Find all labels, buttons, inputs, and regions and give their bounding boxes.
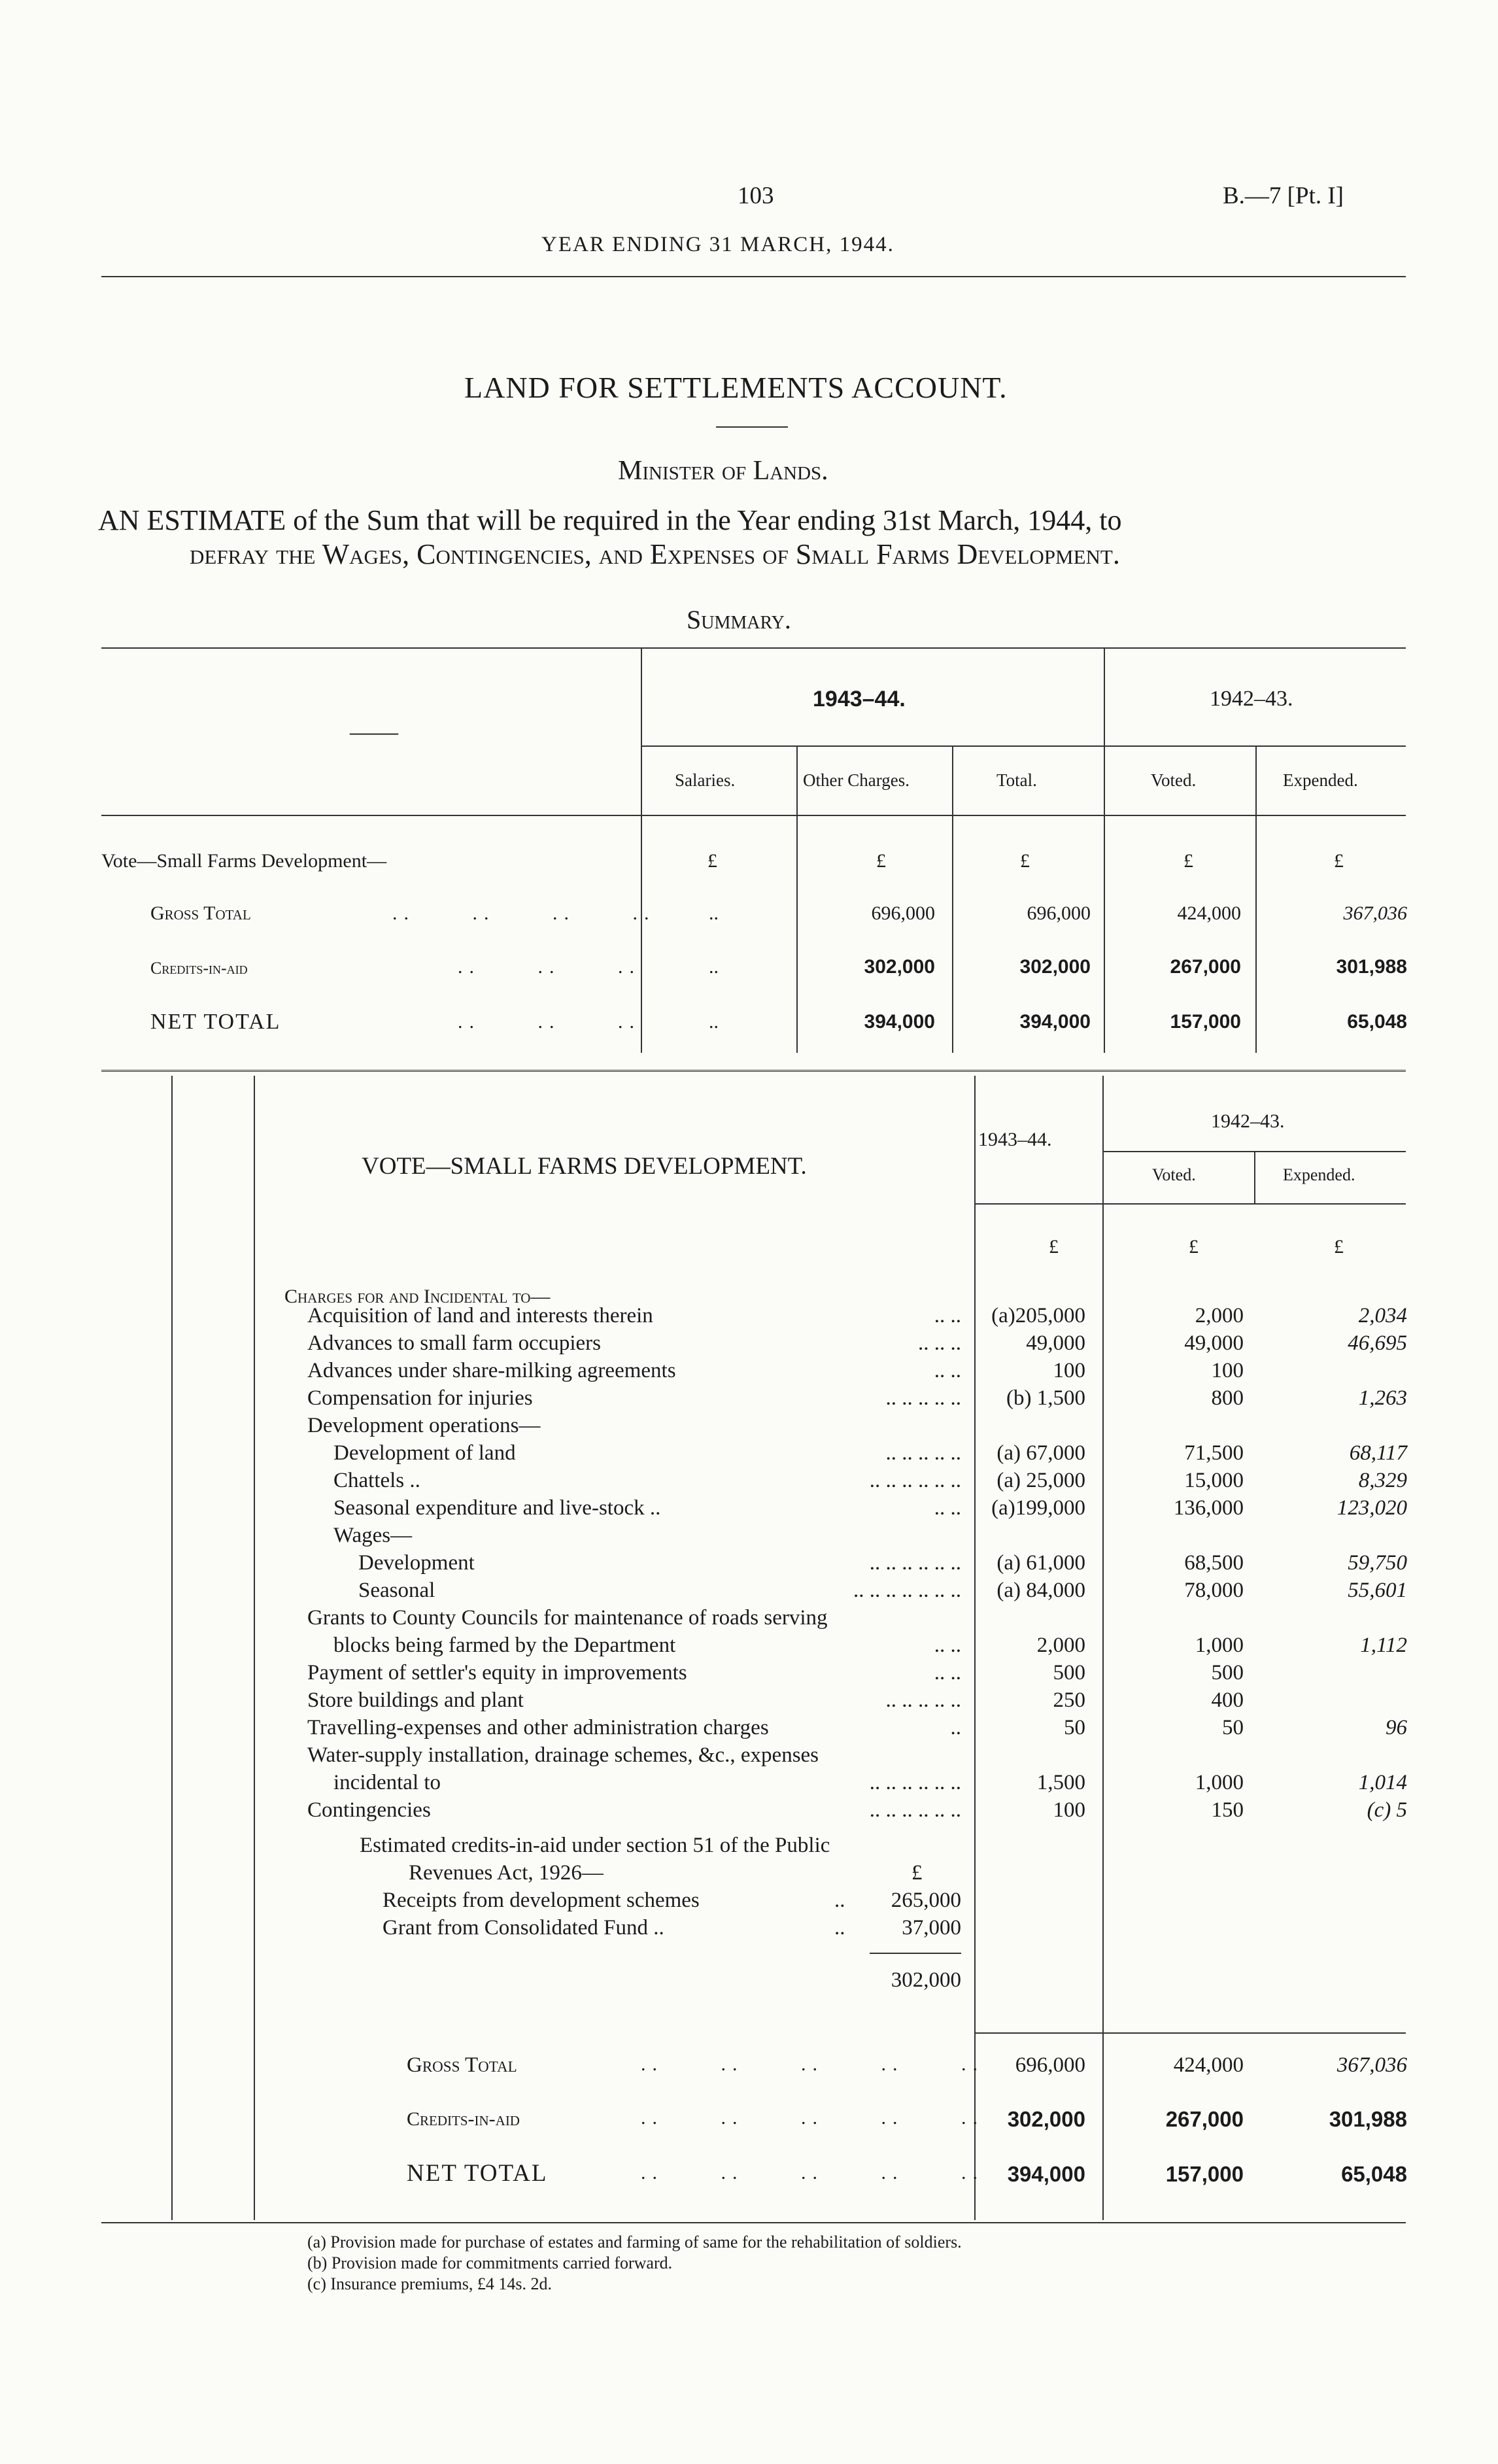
detail-year-current: 1943–44. <box>978 1129 1052 1150</box>
detail-row-label: Seasonal expenditure and live-stock .. <box>333 1496 661 1520</box>
footnote-c: (c) Insurance premiums, £4 14s. 2d. <box>307 2274 553 2293</box>
summary-col-other: Other Charges. <box>803 770 910 790</box>
detail-row-dots: .. .. .. .. .. .. <box>869 1469 961 1492</box>
detail-row-voted: 500 <box>1211 1661 1244 1685</box>
detail-row-dots: .. <box>950 1716 961 1739</box>
detail-row-current: (a) 25,000 <box>996 1469 1085 1492</box>
detail-row-expended: 1,112 <box>1360 1634 1407 1657</box>
detail-row-label: Store buildings and plant <box>307 1688 524 1712</box>
estimate-line-1: AN ESTIMATE of the Sum that will be required in the Year ending 31st March, 1944, to <box>98 504 1122 536</box>
detail-row-label: Compensation for injuries <box>307 1386 533 1410</box>
detail-row-dots: .. .. .. .. .. .. <box>869 1551 961 1575</box>
detail-row-dots: .. .. <box>934 1496 961 1520</box>
title-rule <box>716 426 788 428</box>
detail-row-expended: 55,601 <box>1348 1579 1407 1602</box>
detail-row-current: 500 <box>1053 1661 1085 1685</box>
summary-col-total: Total. <box>996 770 1037 790</box>
detail-row-label: Water-supply installation, drainage schemes, &c., expenses <box>307 1743 819 1767</box>
detail-row-expended: (c) 5 <box>1367 1798 1407 1822</box>
account-title: LAND FOR SETTLEMENTS ACCOUNT. <box>464 371 1008 404</box>
summary-blank-header: —— <box>350 719 398 745</box>
detail-row-voted: 150 <box>1211 1798 1244 1822</box>
detail-currency: £ <box>1189 1236 1199 1258</box>
credits-currency: £ <box>911 1861 923 1885</box>
summary-divider-5 <box>1255 745 1257 1053</box>
detail-total-label: Gross Total <box>407 2053 517 2077</box>
detail-row-dots: .. .. .. .. .. <box>885 1441 961 1465</box>
detail-row-current: (a) 67,000 <box>996 1441 1085 1465</box>
summary-divider-2 <box>1104 647 1105 1053</box>
credits-item-label: Grant from Consolidated Fund .. <box>383 1916 664 1940</box>
detail-row-label: Travelling-expenses and other administration charges <box>307 1716 769 1739</box>
detail-total-label: Credits-in-aid <box>407 2108 520 2130</box>
detail-row-dots: .. .. .. .. .. .. .. <box>853 1579 961 1602</box>
summary-row-dots: .. .. .. <box>458 1011 641 1033</box>
detail-row-current: 2,000 <box>1036 1634 1085 1657</box>
page-reference: B.—7 [Pt. I] <box>1223 182 1344 209</box>
summary-row-other: 394,000 <box>864 1011 935 1033</box>
detail-row-dots: .. .. .. <box>918 1331 961 1355</box>
detail-row-label: Acquisition of land and interests therein <box>307 1304 653 1327</box>
detail-row-current: 100 <box>1053 1798 1085 1822</box>
summary-currency: £ <box>707 850 717 872</box>
detail-row-voted: 71,500 <box>1184 1441 1244 1465</box>
detail-total-expended: 367,036 <box>1336 2053 1407 2077</box>
detail-row-label: Advances to small farm occupiers <box>307 1331 602 1355</box>
summary-top-rule <box>101 647 1406 649</box>
detail-row-current: (a) 61,000 <box>996 1551 1085 1575</box>
detail-row-voted: 1,000 <box>1195 1634 1244 1657</box>
detail-heading: VOTE—SMALL FARMS DEVELOPMENT. <box>362 1153 807 1180</box>
detail-row-dots: .. .. <box>934 1359 961 1382</box>
credits-item-dots: .. <box>834 1916 845 1940</box>
detail-row-dots: .. .. .. .. .. .. <box>869 1798 961 1822</box>
summary-row-label: Gross Total <box>150 902 251 924</box>
summary-divider-1 <box>641 647 642 1053</box>
detail-row-current: 1,500 <box>1036 1771 1085 1794</box>
summary-row-salaries: .. <box>709 956 719 978</box>
detail-row-current: (a)205,000 <box>991 1304 1085 1327</box>
detail-total-current: 394,000 <box>1007 2162 1085 2186</box>
credits-item-amount: 265,000 <box>891 1889 961 1912</box>
detail-row-label: Development operations— <box>307 1414 541 1437</box>
detail-row-expended: 1,263 <box>1358 1386 1407 1410</box>
detail-row-current: 49,000 <box>1026 1331 1085 1355</box>
detail-margin-line-1 <box>171 1076 173 2220</box>
summary-row-total: 394,000 <box>1019 1011 1091 1033</box>
detail-row-current: 50 <box>1064 1716 1085 1739</box>
detail-row-expended: 8,329 <box>1358 1469 1407 1492</box>
detail-row-voted: 1,000 <box>1195 1771 1244 1794</box>
detail-total-dots: .. .. .. .. .. <box>641 2053 984 2075</box>
totals-top-rule <box>976 2032 1406 2034</box>
detail-row-current: 100 <box>1053 1359 1085 1382</box>
summary-currency: £ <box>1183 850 1193 872</box>
summary-vote-label: Vote—Small Farms Development— <box>101 850 387 872</box>
detail-row-voted: 15,000 <box>1184 1469 1244 1492</box>
credits-rule <box>870 1953 961 1954</box>
detail-row-label: Chattels .. <box>333 1469 420 1492</box>
detail-divider-3 <box>1254 1151 1255 1203</box>
detail-header-rule <box>976 1203 1406 1205</box>
summary-row-voted: 157,000 <box>1170 1011 1241 1033</box>
detail-bottom-rule <box>101 2222 1406 2223</box>
detail-row-label: Payment of settler's equity in improvements <box>307 1661 687 1685</box>
detail-total-voted: 267,000 <box>1165 2107 1244 2131</box>
summary-col-salaries: Salaries. <box>675 770 736 790</box>
detail-row-dots: .. .. <box>934 1661 961 1685</box>
detail-total-dots: .. .. .. .. .. <box>641 2107 984 2129</box>
summary-header-rule <box>101 815 1406 816</box>
detail-total-current: 302,000 <box>1007 2107 1085 2131</box>
detail-row-label: Development <box>358 1551 475 1575</box>
detail-row-voted: 2,000 <box>1195 1304 1244 1327</box>
detail-row-dots: .. .. .. .. .. .. <box>869 1771 961 1794</box>
detail-row-voted: 400 <box>1211 1688 1244 1712</box>
footnote-a: (a) Provision made for purchase of estates and farming of same for the rehabilitation of soldiers. <box>307 2233 962 2251</box>
credits-line-1: Estimated credits-in-aid under section 51 of the Public <box>360 1834 830 1857</box>
summary-row-expended: 367,036 <box>1343 902 1407 924</box>
summary-row-dots: .. .. .. <box>458 956 641 978</box>
detail-row-expended: 46,695 <box>1348 1331 1407 1355</box>
detail-row-dots: .. .. <box>934 1304 961 1327</box>
detail-row-voted: 49,000 <box>1184 1331 1244 1355</box>
page-number: 103 <box>738 182 774 209</box>
credits-item-label: Receipts from development schemes <box>383 1889 700 1912</box>
detail-row-expended: 59,750 <box>1348 1551 1407 1575</box>
charges-heading: Charges for and Incidental to— <box>284 1286 551 1307</box>
minister-line: Minister of Lands. <box>618 456 828 486</box>
summary-row-other: 302,000 <box>864 956 935 978</box>
estimate-line-2: defray the Wages, Contingencies, and Expenses of Small Farms Development. <box>190 538 1120 570</box>
summary-year-rule <box>642 745 1406 747</box>
summary-row-total: 302,000 <box>1019 956 1091 978</box>
detail-row-dots: .. .. .. .. .. <box>885 1688 961 1712</box>
credits-total: 302,000 <box>891 1968 961 1992</box>
credits-line-2: Revenues Act, 1926— <box>409 1861 604 1885</box>
summary-row-salaries: .. <box>709 1011 719 1033</box>
detail-total-dots: .. .. .. .. .. <box>641 2162 984 2183</box>
detail-row-label: Wages— <box>333 1524 413 1547</box>
detail-row-label: Grants to County Councils for maintenance of roads serving <box>307 1606 828 1630</box>
summary-bottom-rule <box>101 1070 1406 1072</box>
summary-year-previous: 1942–43. <box>1210 687 1293 711</box>
summary-row-salaries: .. <box>709 902 719 924</box>
detail-row-current: 250 <box>1053 1688 1085 1712</box>
summary-divider-4 <box>952 745 953 1053</box>
summary-col-voted: Voted. <box>1151 770 1197 790</box>
summary-row-other: 696,000 <box>871 902 935 924</box>
detail-total-label: NET TOTAL <box>407 2160 548 2187</box>
summary-currency: £ <box>1020 850 1030 872</box>
detail-col-expended: Expended. <box>1283 1165 1355 1184</box>
detail-row-voted: 78,000 <box>1184 1579 1244 1602</box>
detail-row-label: Seasonal <box>358 1579 435 1602</box>
detail-row-expended: 68,117 <box>1349 1441 1407 1465</box>
detail-year-rule <box>1104 1151 1406 1152</box>
detail-row-current: (a)199,000 <box>991 1496 1085 1520</box>
summary-year-current: 1943–44. <box>813 687 906 711</box>
summary-row-voted: 424,000 <box>1177 902 1241 924</box>
detail-row-expended: 1,014 <box>1358 1771 1407 1794</box>
detail-col-voted: Voted. <box>1152 1165 1196 1184</box>
detail-row-voted: 50 <box>1222 1716 1244 1739</box>
detail-row-voted: 136,000 <box>1173 1496 1244 1520</box>
detail-row-dots: .. .. <box>934 1634 961 1657</box>
detail-total-expended: 65,048 <box>1341 2162 1407 2186</box>
detail-row-voted: 68,500 <box>1184 1551 1244 1575</box>
detail-row-label: Contingencies <box>307 1798 431 1822</box>
detail-divider-2 <box>1102 1076 1104 2220</box>
detail-row-expended: 2,034 <box>1358 1304 1407 1327</box>
detail-currency: £ <box>1334 1236 1344 1258</box>
summary-heading: Summary. <box>687 605 791 634</box>
detail-row-expended: 96 <box>1386 1716 1407 1739</box>
detail-year-previous: 1942–43. <box>1211 1110 1285 1132</box>
detail-row-label: blocks being farmed by the Department <box>333 1634 676 1657</box>
credits-item-dots: .. <box>834 1889 845 1912</box>
summary-divider-3 <box>796 745 798 1053</box>
detail-currency: £ <box>1049 1236 1059 1258</box>
detail-margin-line-2 <box>254 1076 255 2220</box>
detail-row-expended: 123,020 <box>1336 1496 1407 1520</box>
detail-total-voted: 424,000 <box>1173 2053 1244 2077</box>
detail-row-current: (b) 1,500 <box>1006 1386 1085 1410</box>
summary-currency: £ <box>1334 850 1344 872</box>
detail-row-dots: .. .. .. .. .. <box>885 1386 961 1410</box>
page-subtitle: YEAR ENDING 31 MARCH, 1944. <box>541 233 894 256</box>
summary-currency: £ <box>876 850 886 872</box>
detail-row-voted: 800 <box>1211 1386 1244 1410</box>
header-rule <box>101 276 1406 277</box>
summary-row-label: NET TOTAL <box>150 1010 281 1034</box>
detail-total-current: 696,000 <box>1015 2053 1085 2077</box>
detail-total-voted: 157,000 <box>1165 2162 1244 2186</box>
footnote-b: (b) Provision made for commitments carried forward. <box>307 2253 673 2272</box>
summary-col-expended: Expended. <box>1283 770 1358 790</box>
detail-row-label: Development of land <box>333 1441 516 1465</box>
detail-row-label: incidental to <box>333 1771 441 1794</box>
summary-row-total: 696,000 <box>1027 902 1091 924</box>
credits-item-amount: 37,000 <box>902 1916 961 1940</box>
detail-total-expended: 301,988 <box>1329 2107 1407 2131</box>
summary-row-voted: 267,000 <box>1170 956 1241 978</box>
detail-row-label: Advances under share-milking agreements <box>307 1359 676 1382</box>
summary-row-expended: 65,048 <box>1347 1011 1407 1033</box>
summary-row-label: Credits-in-aid <box>150 959 248 978</box>
detail-row-current: (a) 84,000 <box>996 1579 1085 1602</box>
summary-row-dots: .. .. .. .. <box>392 902 656 924</box>
detail-row-voted: 100 <box>1211 1359 1244 1382</box>
summary-row-expended: 301,988 <box>1336 956 1407 978</box>
